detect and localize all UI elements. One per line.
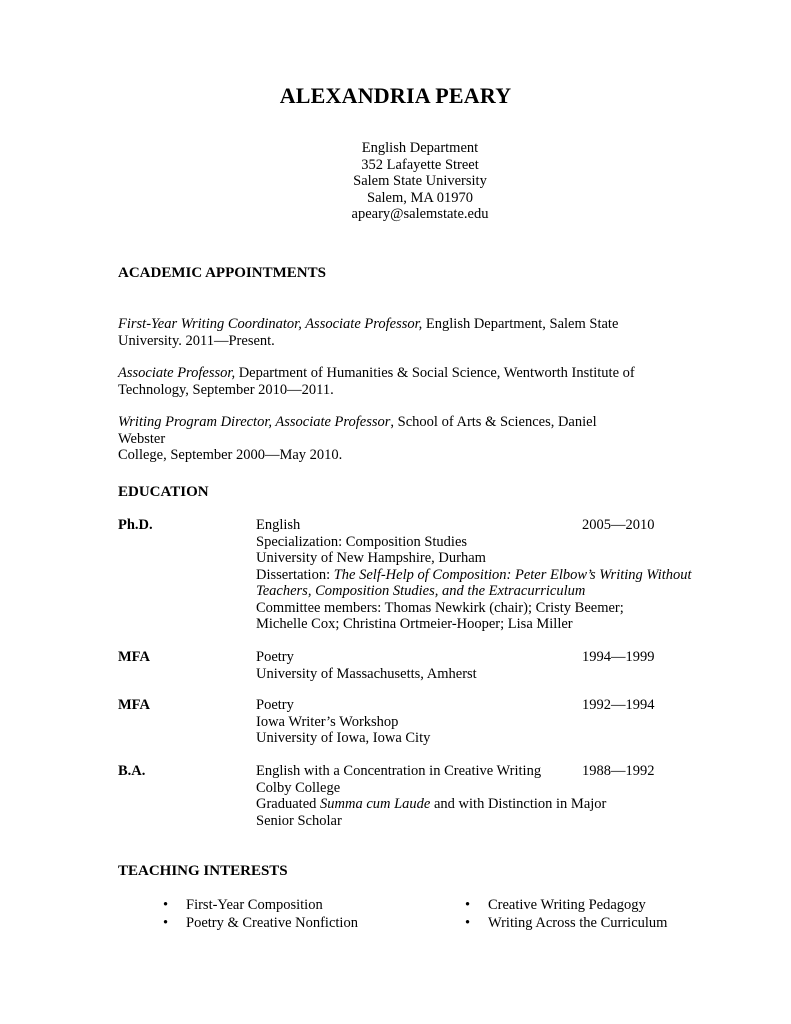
bullet-icon: • — [465, 914, 471, 931]
appointment-title: First-Year Writing Coordinator, Associate Professor, — [118, 316, 423, 332]
interests-column-left — [163, 897, 358, 932]
dissertation-prefix: Dissertation: — [256, 566, 334, 583]
bullet-icon: • — [163, 914, 169, 931]
degree-field: English — [256, 517, 301, 533]
degree-label: B.A. — [118, 763, 146, 779]
degree-field: English with a Concentration in Creative Writing — [256, 763, 542, 779]
appointment-line: Technology, September 2010—2011. — [118, 381, 334, 398]
degree-honors-cont: Senior Scholar — [256, 812, 342, 829]
list-item — [163, 915, 358, 933]
degree-institution: Colby College — [256, 779, 341, 796]
degree-committee: Committee members: Thomas Newkirk (chair); Cristy Beemer; — [256, 599, 624, 616]
list-item-label: Creative Writing Pedagogy — [488, 897, 646, 913]
appointment-line — [118, 316, 638, 333]
list-item-label: Writing Across the Curriculum — [488, 914, 668, 931]
section-heading-appointments: ACADEMIC APPOINTMENTS — [118, 265, 326, 281]
address-email: apeary@salemstate.edu — [351, 206, 489, 222]
appointment-line: University. 2011—Present. — [118, 332, 275, 349]
appointment-line — [118, 365, 638, 382]
degree-years: 1988—1992 — [582, 763, 655, 779]
honors-suffix: and with Distinction in Major — [430, 796, 607, 812]
appointment-detail: English Department, Salem State — [422, 316, 619, 332]
appointment-title: Associate Professor, — [118, 365, 236, 381]
degree-label: MFA — [118, 649, 150, 665]
degree-dissertation-cont — [256, 583, 696, 600]
bullet-icon: • — [163, 897, 169, 913]
degree-specialization: Specialization: Composition Studies — [256, 533, 468, 550]
honors-prefix: Graduated — [256, 796, 321, 812]
address-department: English Department — [361, 140, 479, 156]
bullet-icon: • — [465, 897, 471, 913]
address-city: Salem, MA 01970 — [367, 189, 473, 206]
list-item-label: First-Year Composition — [186, 897, 323, 913]
degree-program: Iowa Writer’s Workshop — [256, 713, 399, 730]
list-item — [465, 897, 667, 915]
degree-label: Ph.D. — [118, 517, 153, 533]
degree-institution: University of Iowa, Iowa City — [256, 730, 431, 746]
dissertation-title-cont: Teachers, Composition Studies, and the Extracurriculum — [256, 583, 586, 599]
degree-committee-cont: Michelle Cox; Christina Ortmeier-Hooper; Lisa Miller — [256, 616, 573, 632]
interests-column-right — [465, 897, 667, 932]
degree-years: 1992—1994 — [582, 697, 655, 713]
degree-years: 1994—1999 — [582, 649, 655, 665]
appointment-line — [118, 414, 638, 447]
address-university: Salem State University — [353, 173, 487, 189]
appointment-entry — [118, 316, 638, 349]
degree-institution: University of New Hampshire, Durham — [256, 550, 486, 566]
address-street: 352 Lafayette Street — [361, 156, 479, 173]
appointment-detail: Department of Humanities & Social Science, Wentworth Institute of — [235, 365, 635, 381]
degree-institution: University of Massachusetts, Amherst — [256, 665, 477, 682]
degree-honors — [256, 796, 696, 813]
degree-field: Poetry — [256, 697, 294, 713]
list-item — [465, 915, 667, 933]
degree-years: 2005—2010 — [582, 517, 655, 533]
degree-details — [256, 517, 696, 633]
list-item — [163, 897, 358, 915]
degree-dissertation — [256, 567, 696, 584]
dissertation-title: The Self-Help of Composition: Peter Elbow’s Writing Without — [333, 566, 692, 583]
resume-name: ALEXANDRIA PEARY — [279, 83, 512, 108]
section-heading-education: EDUCATION — [118, 484, 209, 500]
appointment-line: College, September 2000—May 2010. — [118, 447, 343, 463]
appointment-entry — [118, 414, 638, 464]
degree-label: MFA — [118, 697, 150, 713]
contact-address — [0, 140, 791, 223]
appointment-title: Writing Program Director, Associate Professor — [118, 414, 391, 430]
degree-field: Poetry — [256, 649, 294, 665]
appointment-entry — [118, 365, 638, 398]
list-item-label: Poetry & Creative Nonfiction — [186, 914, 358, 931]
appointment-detail: , School of Arts & Sciences, Daniel Webster — [118, 414, 597, 447]
section-heading-teaching: TEACHING INTERESTS — [118, 863, 288, 879]
honors-latin: Summa cum Laude — [320, 796, 431, 812]
